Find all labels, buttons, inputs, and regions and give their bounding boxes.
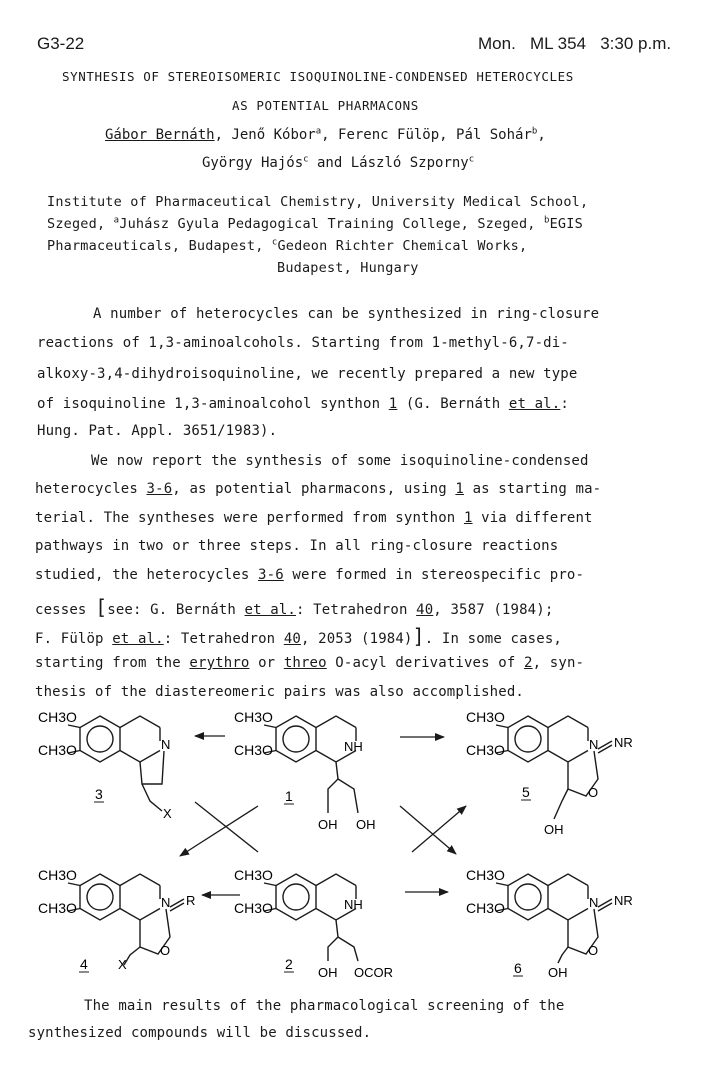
para1-line-1: A number of heterocycles can be synthesized in ring-closure: [93, 306, 600, 322]
acyloxy-group: OCOR: [354, 965, 393, 980]
atom-n: N: [161, 737, 171, 752]
author-line-1: Gábor Bernáth, Jenő Kóbor$^a$, Ferenc Fülöp, Pál Sohár$^b$,: [105, 126, 546, 143]
compound-label-2: 2: [285, 956, 293, 972]
paper-title-line-1: SYNTHESIS OF STEREOISOMERIC ISOQUINOLINE-CONDENSED HETEROCYCLES: [62, 69, 574, 84]
hydroxyl: OH: [544, 822, 564, 837]
compound-label-5: 5: [522, 784, 530, 800]
methoxy-group: CH3O: [38, 742, 77, 758]
methoxy-group: CH3O: [38, 709, 77, 725]
compound-label-3: 3: [95, 786, 103, 802]
hydroxyl: OH: [548, 965, 568, 980]
para2-line-4: pathways in two or three steps. In all ring-closure reactions: [35, 538, 559, 554]
para2-line-6: cesses [see: G. Bernáth et al.: Tetrahedron 40, 3587 (1984);: [35, 595, 554, 619]
compound-1-structure: [234, 709, 376, 832]
compound-4-structure: [38, 867, 195, 972]
presenting-author: Gábor Bernáth: [105, 127, 215, 143]
methoxy-group: CH3O: [466, 900, 505, 916]
hydroxyl: OH: [318, 965, 338, 980]
compound-label-4: 4: [80, 956, 88, 972]
compound-6-structure: [466, 867, 633, 980]
methoxy-group: CH3O: [466, 867, 505, 883]
hydroxyl: OH: [318, 817, 338, 832]
affiliation-line-3: Pharmaceuticals, Budapest, $^c$Gedeon Richter Chemical Works,: [47, 237, 528, 254]
para2-line-5: studied, the heterocycles 3-6 were formed in stereospecific pro-: [35, 567, 585, 583]
para2-line-8: starting from the erythro or threo O-acyl derivatives of 2, syn-: [35, 655, 585, 671]
methoxy-group: CH3O: [234, 742, 273, 758]
closing-line-1: The main results of the pharmacological screening of the: [84, 998, 565, 1014]
compound-2-structure: [234, 867, 393, 980]
methoxy-group: CH3O: [38, 867, 77, 883]
substituent-x: X: [118, 957, 127, 972]
methoxy-group: CH3O: [466, 742, 505, 758]
crossing-line: [195, 802, 258, 852]
para2-line-9: thesis of the diastereomeric pairs was also accomplished.: [35, 684, 524, 700]
compound-5-structure: [466, 709, 633, 837]
arrow-to-5: [412, 806, 466, 852]
compound-ref: 1: [388, 396, 398, 412]
methoxy-group: CH3O: [234, 900, 273, 916]
affiliation-line-1: Institute of Pharmaceutical Chemistry, University Medical School,: [47, 194, 589, 210]
compound-label-1: 1: [285, 788, 293, 804]
para1-line-4: of isoquinoline 1,3-aminoalcohol synthon 1 (G. Bernáth et al.:: [37, 396, 569, 412]
para2-line-1: We now report the synthesis of some isoquinoline-condensed: [91, 453, 589, 469]
header-session: Mon. ML 354 3:30 p.m.: [478, 34, 672, 53]
atom-n: N: [161, 895, 171, 910]
para1-line-5: Hung. Pat. Appl. 3651/1983).: [37, 423, 278, 439]
ring-oxygen: O: [160, 943, 171, 958]
imino-nr: NR: [614, 893, 633, 908]
ring-oxygen: O: [588, 943, 599, 958]
substituent-x: X: [163, 806, 172, 821]
para1-line-2: reactions of 1,3-aminoalcohols. Starting from 1-methyl-6,7-di-: [37, 335, 569, 351]
author: Pál Sohár: [456, 127, 532, 143]
substituent-r: R: [186, 893, 196, 908]
methoxy-group: CH3O: [466, 709, 505, 725]
author: László Szporny: [350, 155, 469, 171]
affiliation-line-4: Budapest, Hungary: [277, 260, 419, 276]
reaction-scheme: [0, 702, 704, 994]
para2-line-7: F. Fülöp et al.: Tetrahedron 40, 2053 (1984)]. In some cases,: [35, 624, 562, 648]
methoxy-group: CH3O: [234, 867, 273, 883]
header-code: G3-22: [37, 34, 85, 53]
author: György Hajós: [202, 155, 304, 171]
compound-label-6: 6: [514, 960, 522, 976]
closing-line-2: synthesized compounds will be discussed.: [28, 1025, 372, 1041]
author: Jenő Kóbor: [231, 127, 316, 143]
atom-nh: NH: [344, 897, 363, 912]
para2-line-2: heterocycles 3-6, as potential pharmacons, using 1 as starting ma-: [35, 481, 602, 497]
para1-line-3: alkoxy-3,4-dihydroisoquinoline, we recently prepared a new type: [37, 366, 578, 382]
ring-oxygen: O: [588, 785, 599, 800]
atom-nh: NH: [344, 739, 363, 754]
methoxy-group: CH3O: [38, 900, 77, 916]
affiliation-line-2: Szeged, $^a$Juhász Gyula Pedagogical Training College, Szeged, $^b$EGIS: [47, 215, 583, 232]
atom-n: N: [589, 737, 599, 752]
author-line-2: György Hajós$^c$ and László Szporny$^c$: [202, 154, 475, 171]
atom-n: N: [589, 895, 599, 910]
compound-labels: [79, 784, 531, 976]
compound-3-structure: [38, 709, 172, 821]
paper-title-line-2: AS POTENTIAL PHARMACONS: [232, 98, 419, 113]
author: Ferenc Fülöp: [338, 127, 440, 143]
arrow-to-6: [400, 806, 456, 854]
imino-nr: NR: [614, 735, 633, 750]
arrow-to-4: [180, 806, 258, 856]
hydroxyl: OH: [356, 817, 376, 832]
para2-line-3: terial. The syntheses were performed from synthon 1 via different: [35, 510, 593, 526]
methoxy-group: CH3O: [234, 709, 273, 725]
